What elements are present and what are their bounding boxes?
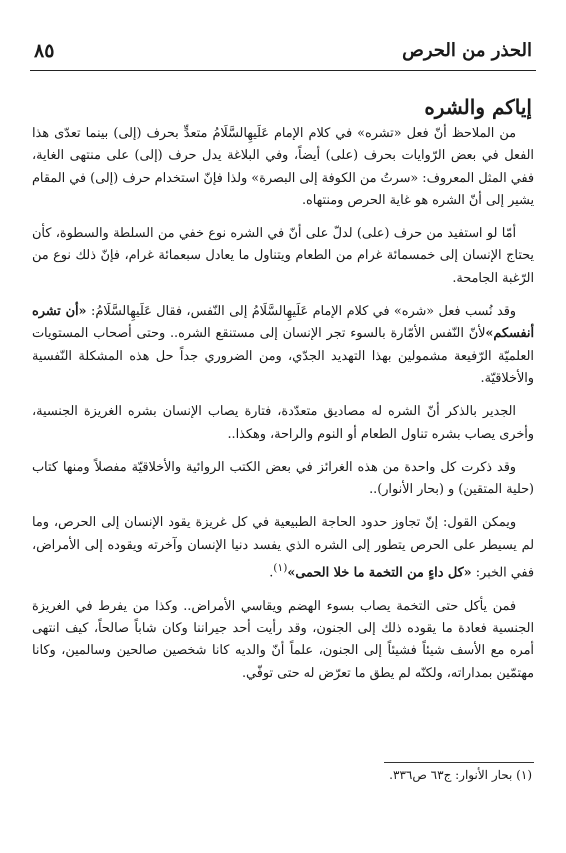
page-header — [30, 38, 536, 71]
paragraph — [32, 512, 534, 584]
paragraph-text: ويمكن القول: إنّ تجاوز حدود الحاجة الطبيعية في كل غريزة يقود الإنسان إلى الحرص، وما لم يسيطر على الحرص يتطور إلى الشره الذي يفسد دنيا الإنسان وآخرته ويقوده إلى الأمراض، ففي الخبر: — [32, 515, 534, 581]
footnote-ref: (١) — [273, 561, 288, 575]
footnote: (١) بحار الأنوار: ج٦٣ ص٣٣٦. — [389, 768, 532, 782]
section-heading: إياكم والشره — [424, 95, 532, 119]
paragraph-text: وقد نُسب فعل «شره» في كلام الإمام عَلَيهِالسَّلَامُ إلى النّفس، فقال عَلَيهِالسَّلَامُ: — [86, 304, 516, 320]
paragraph-text: لأنّ النّفس الأمّارة بالسوء تجر الإنسان إلى مستنقع الشره.. وحتى أصحاب المستويات العلميّة الرّفيعة مشمولين بهذا التهديد الجدّي، ومن الضروري جداً حل هذه المشكلة النّفسية والأخلاقيّة. — [32, 326, 534, 386]
running-title: الحذر من الحرص — [402, 40, 532, 61]
paragraph: أمّا لو استفيد من حرف (على) لدلّ على أنّ في الشره نوع خفي من السلطة والسطوة، كأن يحتاج الإنسان إلى خمسمائة غرام من الطعام ويتناول ما يعادل سبعمائة غرام، فإنّ ذلك نوع من الرّغبة الجامحة. — [32, 226, 534, 286]
body-text — [32, 123, 534, 696]
quote-bold: «كل داءٍ من التخمة ما خلا الحمى» — [287, 565, 472, 581]
paragraph: وقد ذكرت كل واحدة من هذه الغرائز في بعض الكتب الروائية والأخلاقيّة مفصلاً ومنها كتاب (حلية المتقين) و (بحار الأنوار).. — [32, 459, 534, 498]
paragraph — [32, 301, 534, 390]
page-number: ٨٥ — [34, 40, 55, 62]
footnote-divider — [384, 762, 534, 763]
paragraph-text: . — [269, 565, 274, 581]
paragraph: من الملاحظ أنّ فعل «تشره» في كلام الإمام عَلَيهِالسَّلَامُ متعدٍّ بحرف (إلى) بينما تعدّى هذا الفعل في بعض الرّوايات بحرف (على) أيضاً، وفي البلاغة يدل حرف (إلى) على منتهى الغاية، ففي المثل المعروف: «سرتُ من الكوفة إلى البصرة» ولذا فإنّ استخدام حرف (إلى) في المقام يشير إلى أنّ الشره هو غاية الحرص ومنتهاه. — [32, 126, 534, 208]
paragraph: الجدير بالذكر أنّ الشره له مصاديق متعدّدة، فتارة يصاب الإنسان بشره الغريزة الجنسية، وأخرى يصاب بشره تناول الطعام أو النوم والراحة، وهكذا.. — [32, 404, 534, 442]
quote-bold: «أن تشره أنفسكم» — [32, 304, 534, 342]
paragraph: فمن يأكل حتى التخمة يصاب بسوء الهضم ويقاسي الأمراض.. وكذا من يفرط في الغريزة الجنسية فعادة ما يقوده ذلك إلى الجنون، وقد رأيت أحد جيراننا وكان شاباً صالحاً، كيف انتهى أمره مع الأسف شيئاً فشيئاً إلى الجنون، علماً أنّ والديه كانا شخصين صالحين وسالمين، وكانا مهتمّين بمداراته، ولكنّه لم يطق ما تعرّض له حتى توفّي. — [32, 598, 534, 681]
